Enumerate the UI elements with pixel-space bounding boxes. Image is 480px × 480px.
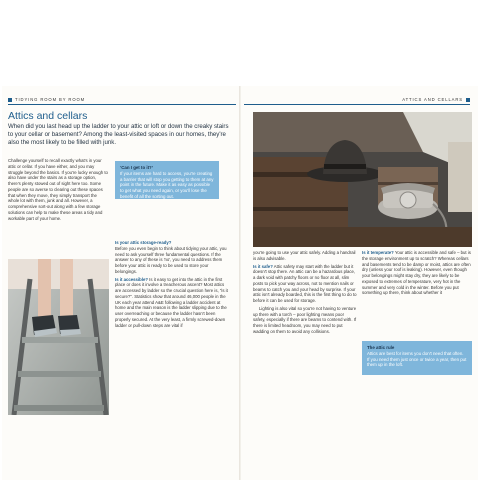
tip-box-attic-rule [362, 341, 472, 375]
running-header-right: ATTICS AND CELLARS [402, 97, 470, 102]
ladder-photo-image [8, 259, 109, 415]
running-header-left: TIDYING ROOM BY ROOM [8, 97, 85, 102]
attic-junk-photo-image [253, 112, 472, 247]
right-column-2-text [362, 250, 472, 298]
tip-box-text: If your items are hard to access, you're creating a barrier that will stop you getting to them at any point in the future. Make it as easy as possible to get what you need again, or you'll lose the benefit of all the sorting out. [120, 170, 214, 199]
header-square-icon [8, 98, 12, 102]
safe-text: Attic safety may start with the ladder but it doesn't stop there. An attic can be a hazardous place, a dark void with patchy floors or no floor at all, slim posts to pick your way across, not to mention nails or beams to catch you and your head by surprise. If your attic isn't already boarded, this is the first thing to do to before it can be used for storage. [253, 263, 357, 303]
attic-rule-title: The attic rule [367, 345, 395, 350]
middle-column-text [115, 240, 231, 330]
header-rule-right [244, 104, 470, 105]
page-title: Attics and cellars [8, 110, 88, 122]
continued-paragraph: you're going to use your attic safely. Adding a handrail is also advisable. [253, 250, 356, 261]
lead-accessible: Is it accessible? [115, 276, 148, 282]
temperate-text: Your attic is accessible and safe – but is the storage environment up to scratch? Whereas cellars and basements tend to be damp or moist, attics are often dry (unless your roof is leaking). However, even though your belongings might stay dry, they are likely to be exposed to extremes of temperature, very hot in the summer and very cold in the winter. Before you put something up there, think about whether it [362, 250, 471, 296]
header-square-icon [466, 98, 470, 102]
page-gutter [239, 86, 241, 480]
attic-rule-text: Attics are best for items you don't need that often. If you need them just once or twice a year, then put them up in the loft. [367, 350, 467, 368]
tip-box-get-to-it [115, 161, 219, 199]
accessible-text: Is it easy to get into the attic in the first place or does it involve a treacherous ascent? Most attics are accessed by ladder so the crucial question here is, "is it secure?". Statistics show that around 46,000 people in the UK each year attend A&E following a ladder accident at home and the main reason is the ladder slipping due to the user overreaching or because the ladder hasn't been properly secured. At the very least, a firmly screwed-down ladder or pull-down steps are vital if [115, 276, 228, 328]
left-column-paragraph: Challenge yourself to recall exactly what's in your attic or cellar. If you have either, and you may struggle beyond the basics. If you're lucky enough to also have under the stairs as a storage option, there's plenty stowed out of sight here too. Some people are so averse to clearing out these spaces that when they move, they simply transport the whole lot with them, junk and all. However, a comprehensive sort-out along with a few storage solutions can help to make these areas a tidy and workable part of your home. [8, 158, 108, 221]
tip-box-title: ‘Can I get to it?’ [120, 165, 153, 170]
lighting-paragraph: Lighting is also vital so you're not having to venture up there with a torch – poor lighting means poor safety, especially if there are beams to contend with. If there is limited headroom, you may need to put wadding on them to avoid any collisions. [253, 305, 357, 334]
left-column-text [8, 158, 109, 223]
middle-paragraph-1: Before you even begin to think about tidying your attic, you need to ask yourself three fundamental questions. If the answer to any of these is 'no', you need to address them before your attic is ready to be used to store your belongings. [115, 245, 227, 274]
subheading-storage-ready: Is your attic storage-ready? [115, 240, 172, 245]
lead-safe: Is it safe? [253, 263, 273, 269]
intro-paragraph: When did you last head up the ladder to your attic or loft or down the creaky stairs to your cellar or basement? Among the least-visited spaces in our homes, they're also the most likely to be filled with junk. [8, 123, 229, 146]
right-column-1-text [253, 250, 357, 337]
ladder-photo [8, 259, 109, 415]
attic-junk-photo [253, 112, 472, 247]
lead-temperate: Is it temperate? [362, 250, 394, 255]
header-rule-left [8, 104, 236, 105]
